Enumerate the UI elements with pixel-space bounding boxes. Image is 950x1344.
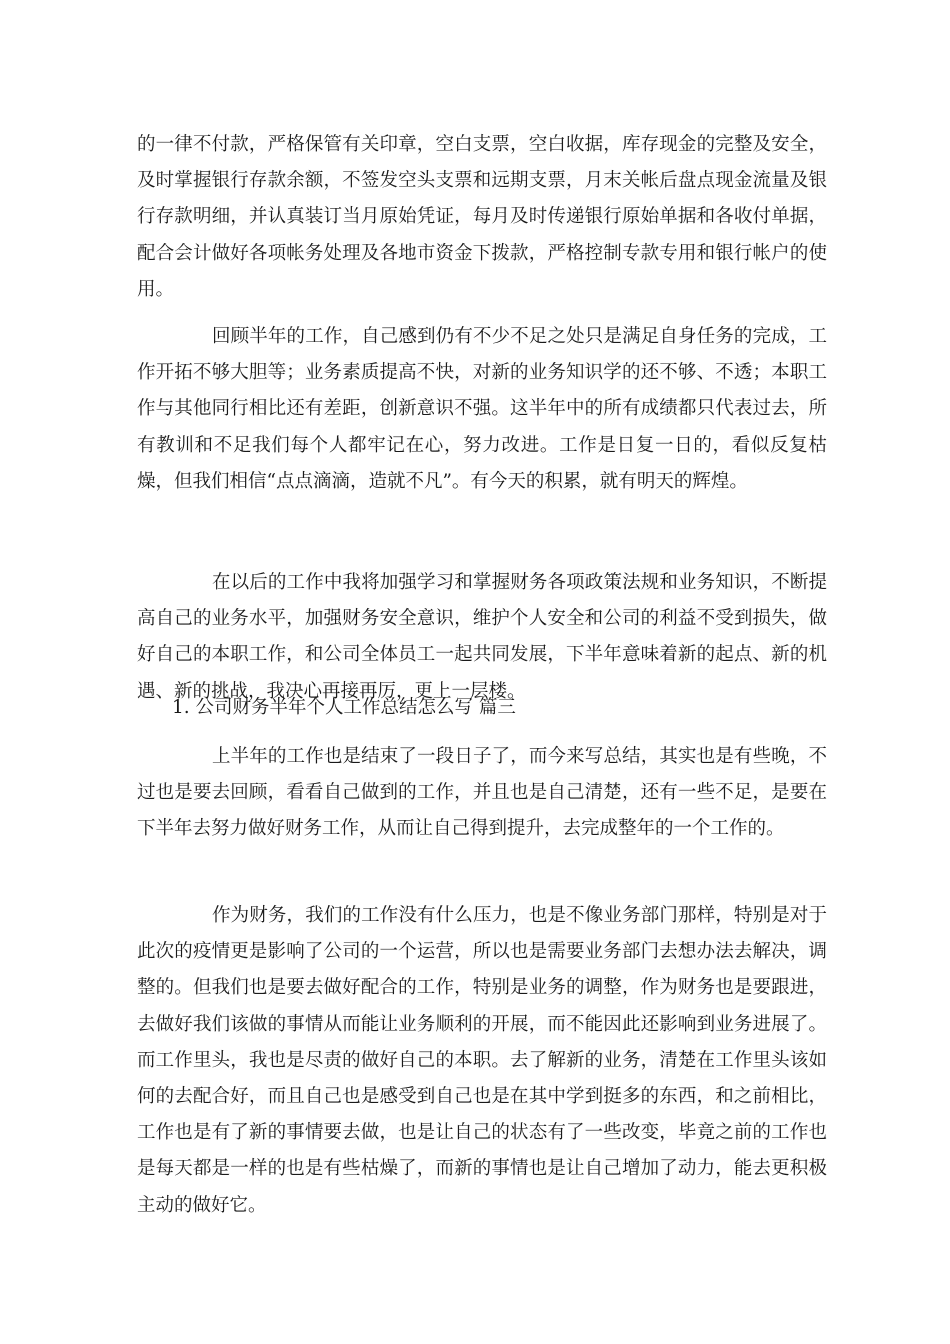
paragraph-future-plan: 在以后的工作中我将加强学习和掌握财务各项政策法规和业务知识，不断提高自己的业务水平，加强财务安全意识，维护个人安全和公司的利益不受到损失，做好自己的本职工作，和公司全体员工一起共同发展，下半年意味着新的起点、新的机遇、新的挑战，我决心再接再厉，更上一层楼。 [137, 572, 827, 702]
paragraph-review: 回顾半年的工作，自己感到仍有不少不足之处只是满足自身任务的完成，工作开拓不够大胆等；业务素质提高不快，对新的业务知识学的还不够、不透；本职工作与其他同行相比还有差距，创新意识不强。这半年中的所有成绩都只代表过去，所有教训和不足我们每个人都牢记在心，努力改进。工作是日复一日的，看似反复枯燥，但我们相信“点点滴滴，造就不凡”。有今天的积累，就有明天的辉煌。 [137, 326, 827, 492]
paragraph-first-half: 上半年的工作也是结束了一段日子了，而今来写总结，其实也是有些晚，不过也是要去回顾，看看自己做到的工作，并且也是自己清楚，还有一些不足，是要在下半年去努力做好财务工作，从而让自己得到提升，去完成整年的一个工作的。 [137, 746, 827, 840]
section-heading: 1. 公司财务半年个人工作总结怎么写 篇三 [172, 697, 516, 718]
paragraph-continued: 的一律不付款，严格保管有关印章，空白支票，空白收据，库存现金的完整及安全，及时掌握银行存款余额，不签发空头支票和远期支票，月末关帐后盘点现金流量及银行存款明细，并认真装订当月原始凭证，每月及时传递银行原始单据和各收付单据，配合会计做好各项帐务处理及各地市资金下拨款，严格控制专款专用和银行帐户的使用。 [137, 134, 827, 300]
paragraph-finance-role: 作为财务，我们的工作没有什么压力，也是不像业务部门那样，特别是对于此次的疫情更是影响了公司的一个运营，所以也是需要业务部门去想办法去解决，调整的。但我们也是要去做好配合的工作，特别是业务的调整，作为财务也是要跟进，去做好我们该做的事情从而能让业务顺利的开展，而不能因此还影响到业务进展了。而工作里头，我也是尽责的做好自己的本职。去了解新的业务，清楚在工作里头该如何的去配合好，而且自己也是感受到自己也是在其中学到挺多的东西，和之前相比，工作也是有了新的事情要去做，也是让自己的状态有了一些改变，毕竟之前的工作也是每天都是一样的也是有些枯燥了，而新的事情也是让自己增加了动力，能去更积极主动的做好它。 [137, 905, 827, 1216]
